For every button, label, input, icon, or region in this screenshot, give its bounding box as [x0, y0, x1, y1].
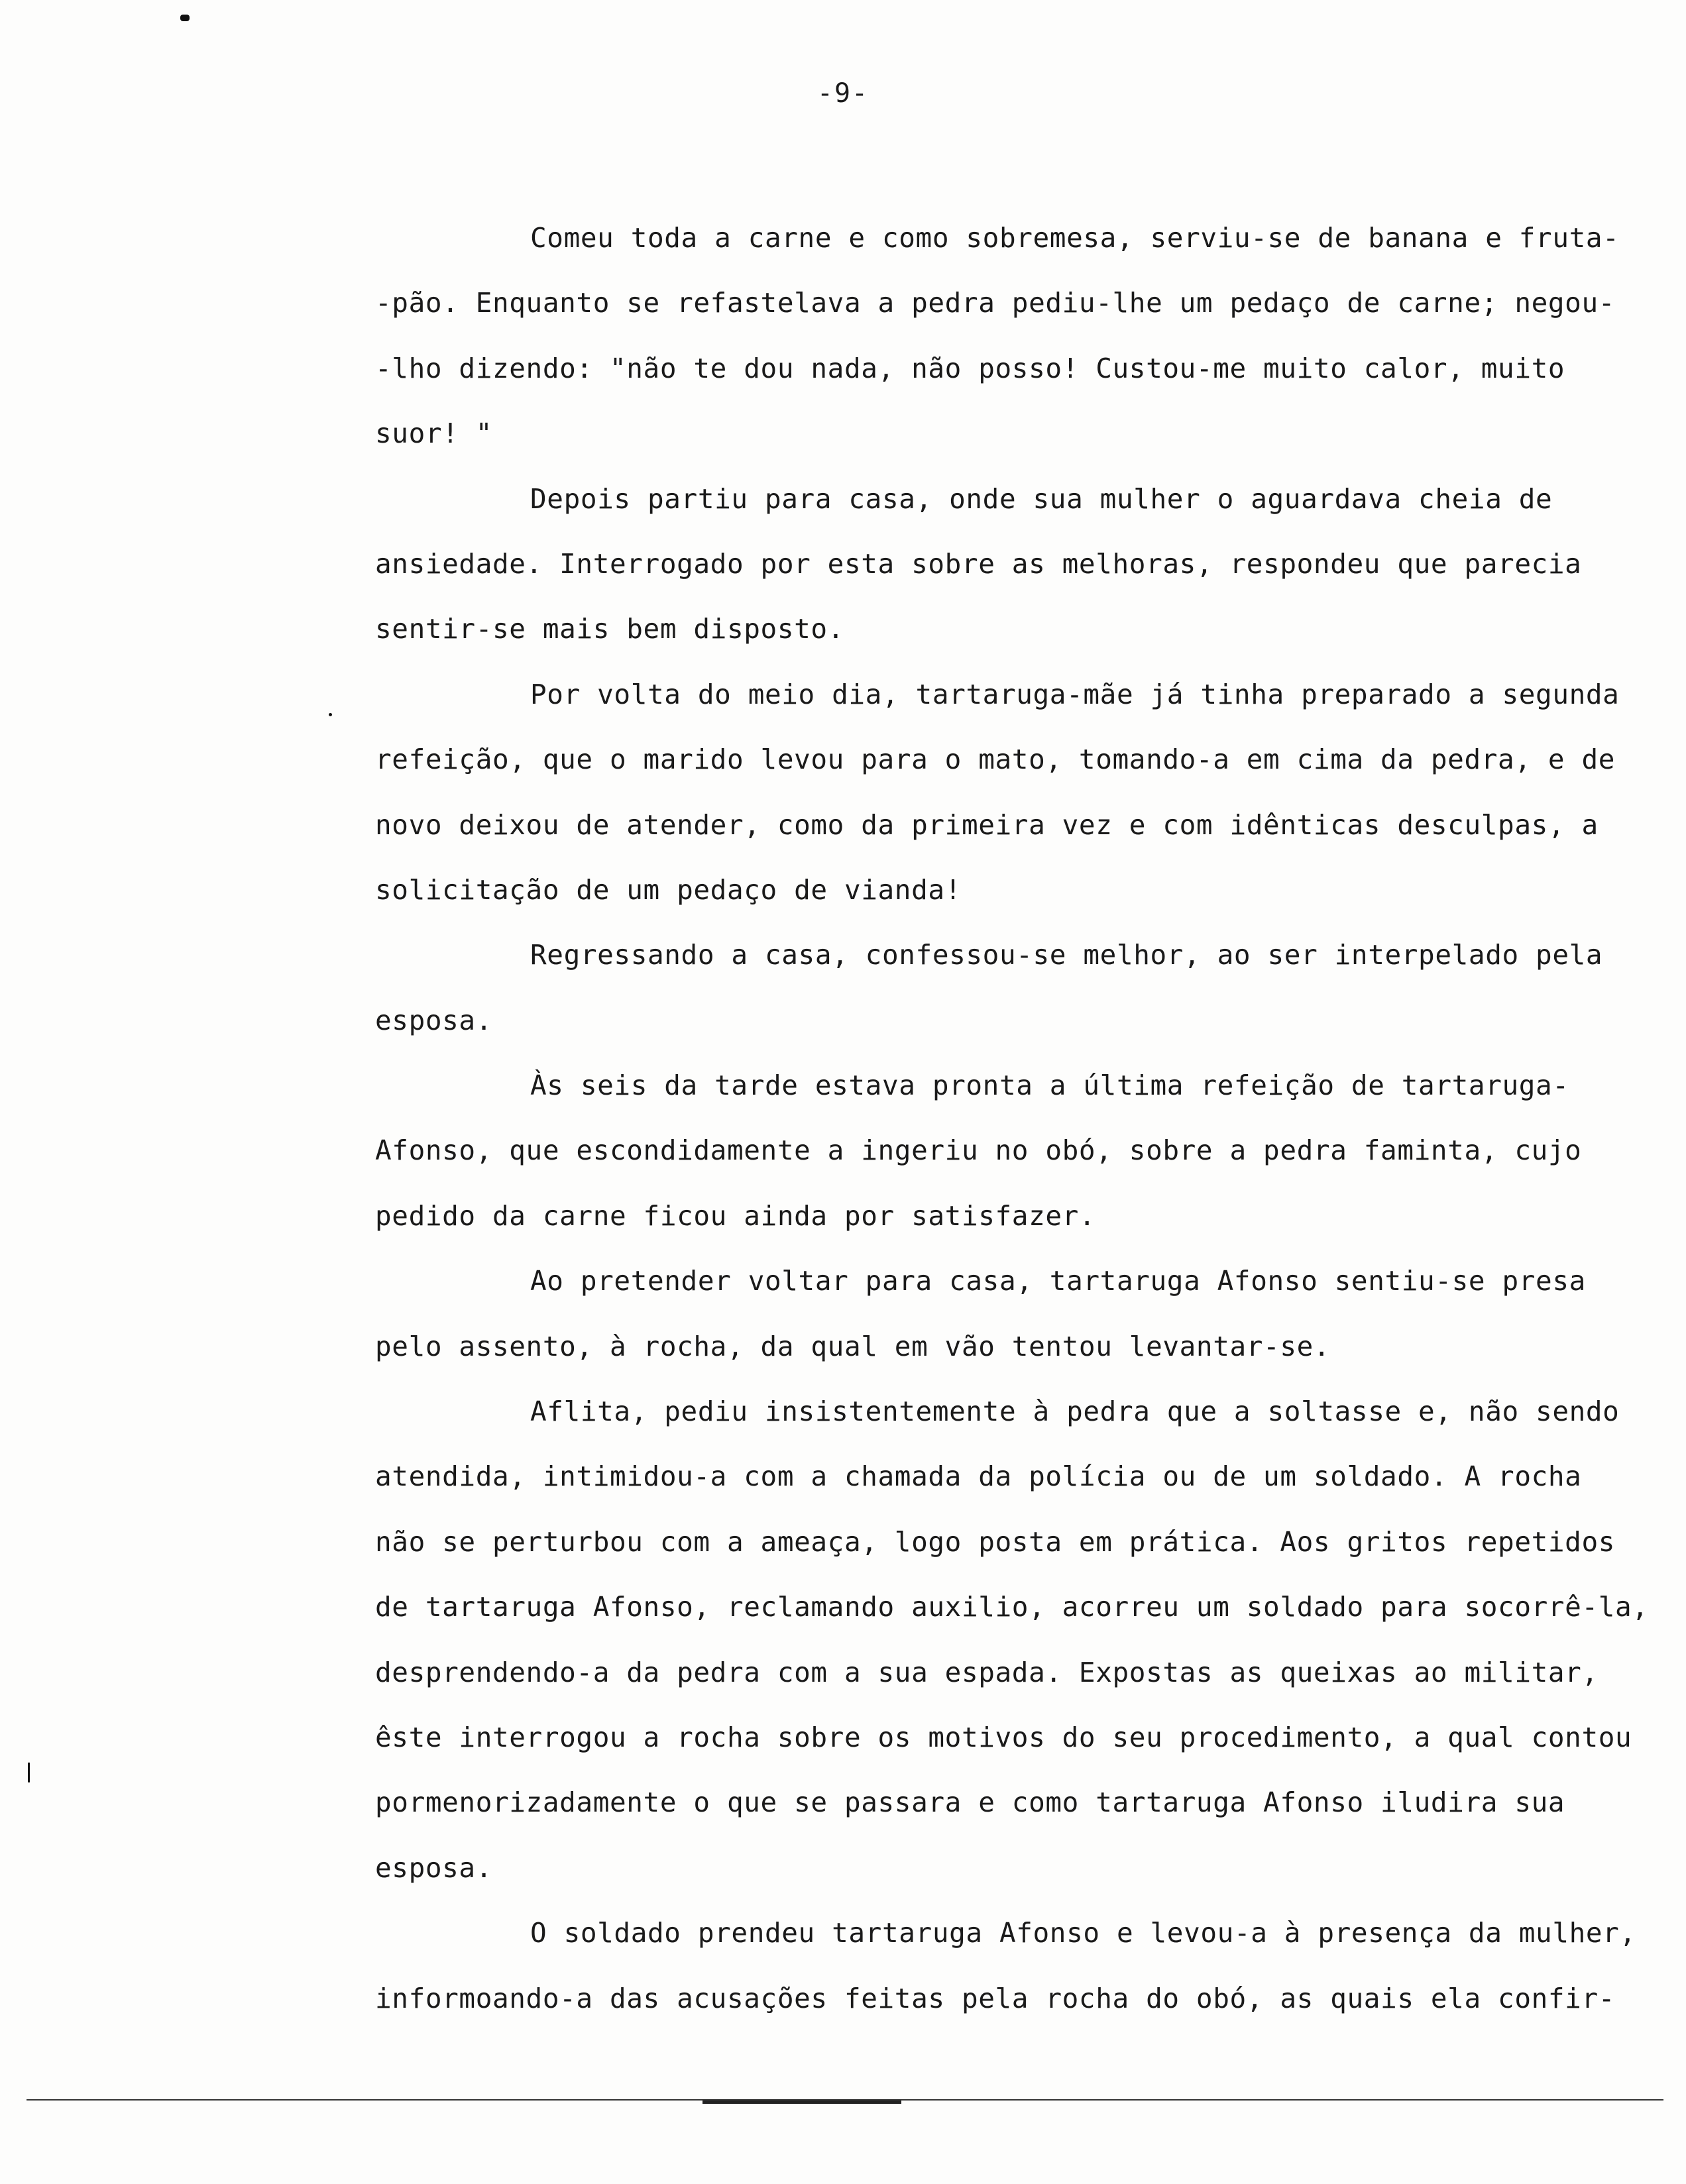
text-line: -lho dizendo: "não te dou nada, não posso! Custou-me muito calor, muito: [375, 352, 1565, 384]
text-line: ansiedade. Interrogado por esta sobre as melhoras, respondeu que parecia: [375, 547, 1582, 580]
text-line: êste interrogou a rocha sobre os motivos do seu procedimento, a qual contou: [375, 1721, 1632, 1753]
text-line: Regressando a casa, confessou-se melhor, ao ser interpelado pela: [530, 939, 1603, 971]
text-line: -pão. Enquanto se refastelava a pedra pediu-lhe um pedaço de carne; negou-: [375, 287, 1616, 319]
text-line: solicitação de um pedaço de vianda!: [375, 873, 962, 906]
text-line: atendida, intimidou-a com a chamada da polícia ou de um soldado. A rocha: [375, 1460, 1582, 1493]
text-line: refeição, que o marido levou para o mato, tomando-a em cima da pedra, e de: [375, 743, 1616, 776]
text-line: Ao pretender voltar para casa, tartaruga Afonso sentiu-se presa: [530, 1265, 1586, 1297]
text-line: novo deixou de atender, como da primeira vez e com idênticas desculpas, a: [375, 808, 1599, 841]
bottom-rule-thick: [702, 2101, 901, 2104]
body-text: [375, 205, 1649, 2031]
text-line: não se perturbou com a ameaça, logo posta em prática. Aos gritos repetidos: [375, 1525, 1616, 1558]
text-line: esposa.: [375, 1851, 492, 1884]
text-line: suor! ": [375, 417, 492, 450]
text-line: Às seis da tarde estava pronta a última refeição de tartaruga-: [530, 1069, 1569, 1102]
text-line: Depois partiu para casa, onde sua mulher o aguardava cheia de: [530, 482, 1553, 515]
text-line: O soldado prendeu tartaruga Afonso e levou-a à presença da mulher,: [530, 1917, 1636, 1949]
ink-speck: [28, 1763, 30, 1782]
text-line: de tartaruga Afonso, reclamando auxilio, acorreu um soldado para socorrê-la,: [375, 1591, 1649, 1623]
text-line: desprendendo-a da pedra com a sua espada. Expostas as queixas ao militar,: [375, 1656, 1599, 1688]
text-line: Aflita, pediu insistentemente à pedra que a soltasse e, não sendo: [530, 1395, 1620, 1428]
ink-speck: [180, 15, 190, 21]
text-line: Por volta do meio dia, tartaruga-mãe já tinha preparado a segunda: [530, 678, 1620, 710]
text-line: pedido da carne ficou ainda por satisfazer.: [375, 1199, 1096, 1232]
page-number: -9-: [816, 78, 870, 109]
ink-speck: [329, 713, 332, 716]
text-line: Comeu toda a carne e como sobremesa, serviu-se de banana e fruta-: [530, 222, 1620, 254]
text-line: esposa.: [375, 1004, 492, 1036]
text-line: Afonso, que escondidamente a ingeriu no obó, sobre a pedra faminta, cujo: [375, 1134, 1582, 1167]
text-line: informoando-a das acusações feitas pela rocha do obó, as quais ela confir-: [375, 1982, 1616, 2014]
text-line: sentir-se mais bem disposto.: [375, 613, 844, 645]
text-line: pelo assento, à rocha, da qual em vão tentou levantar-se.: [375, 1330, 1331, 1362]
text-line: pormenorizadamente o que se passara e como tartaruga Afonso iludira sua: [375, 1786, 1565, 1819]
